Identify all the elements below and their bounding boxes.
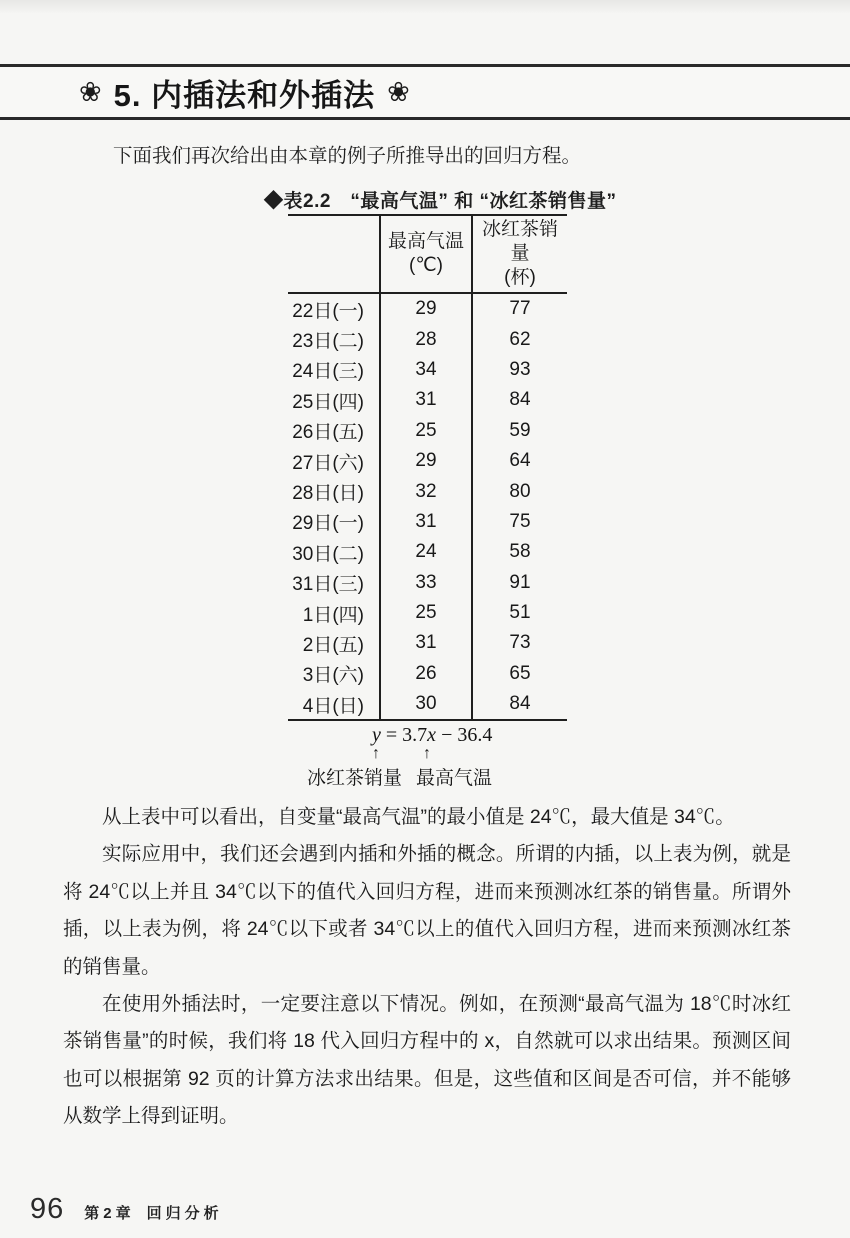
x-variable: x [427,724,437,746]
table-row [288,659,567,689]
date-cell: 22日(一) [292,300,364,322]
date-cell: 31日(三) [292,574,364,596]
table-row [288,598,567,628]
temp-cell: 34 [380,355,472,385]
date-cell: 27日(六) [292,452,364,474]
temp-cell: 25 [380,598,472,628]
temp-cell: 31 [380,628,472,658]
section-header [0,64,850,120]
col-header-temp [380,215,472,293]
col-header-sales-label: 冰红茶销量 [481,219,558,264]
temp-cell: 28 [380,324,472,354]
footer-chapter-label: 第2章 [84,1205,135,1222]
temp-cell: 29 [380,293,472,324]
table-row [288,568,567,598]
col-header-temp-unit: (℃) [409,255,443,276]
sales-cell: 93 [472,355,567,385]
date-cell: 4日(日) [302,695,364,717]
date-cell: 24日(三) [292,361,364,383]
section-header-inner [79,70,410,115]
temp-cell: 31 [380,385,472,415]
intro-paragraph: 下面我们再次给出由本章的例子所推导出的回归方程。 [113,145,582,167]
sales-cell: 91 [472,568,567,598]
date-cell: 25日(四) [292,391,364,413]
sales-cell: 64 [472,446,567,476]
corner-cell [288,215,380,293]
body-text [63,799,791,1136]
table-row [288,293,567,324]
flower-icon: ❀ [79,76,102,107]
equation-tail: − 36.4 [436,724,493,746]
date-cell: 26日(五) [292,422,364,444]
sales-cell: 62 [472,324,567,354]
flower-icon: ❀ [387,76,410,107]
section-title: 5. 内插法和外插法 [113,77,376,113]
temp-cell: 30 [380,689,472,720]
col-header-sales-unit: (杯) [504,267,536,288]
col-header-temp-label: 最高气温 [387,231,464,252]
date-cell: 28日(日) [292,483,364,505]
temp-cell: 31 [380,507,472,537]
paragraph: 从上表中可以看出，自变量“最高气温”的最小值是 24℃，最大值是 34℃。 [102,806,735,828]
table-row [288,628,567,658]
footer-section-label: 回归分析 [146,1205,223,1222]
sales-cell: 51 [472,598,567,628]
y-arrow-label: 冰红茶销量 [307,768,403,789]
temp-cell: 25 [380,416,472,446]
temp-cell: 32 [380,476,472,506]
page-footer [30,1193,223,1226]
sales-cell: 58 [472,537,567,567]
sales-cell: 84 [472,689,567,720]
table-row [288,507,567,537]
date-cell: 2日(五) [302,634,364,656]
table-body [288,293,567,720]
equation-mid: = 3.7 [380,724,428,746]
table-caption: ◆表2.2 “最高气温” 和 “冰红茶销售量” [264,191,617,212]
temp-cell: 29 [380,446,472,476]
col-header-sales [472,215,567,293]
y-variable: y [372,724,381,746]
temp-cell: 26 [380,659,472,689]
date-cell: 3日(六) [302,665,364,687]
date-cell: 30日(二) [292,543,364,565]
table-header [288,215,567,293]
date-cell: 29日(一) [292,513,364,535]
date-cell: 23日(二) [292,331,364,353]
sales-cell: 77 [472,293,567,324]
page-number: 96 [30,1193,65,1225]
table-row [288,416,567,446]
table-row [288,324,567,354]
sales-cell: 65 [472,659,567,689]
date-cell: 1日(四) [302,604,364,626]
temp-cell: 33 [380,568,472,598]
table-row [288,355,567,385]
sales-cell: 73 [472,628,567,658]
regression-equation [372,724,492,747]
table-row [288,689,567,720]
temp-cell: 24 [380,537,472,567]
paragraph: 实际应用中，我们还会遇到内插和外插的概念。所谓的内插，以上表为例，就是将 24℃以上并且 34℃以下的值代入回归方程，进而来预测冰红茶的销售量。所谓外插，以上表为例，将 24℃以下或者 34℃以上的值代入回归方程，进而来预测冰红茶的销售量。 [63,843,791,978]
sales-cell: 75 [472,507,567,537]
sales-cell: 80 [472,476,567,506]
sales-cell: 84 [472,385,567,415]
table-row [288,537,567,567]
x-arrow-label: 最高气温 [416,768,493,789]
table-header-row [288,215,567,293]
table-row [288,476,567,506]
sales-cell: 59 [472,416,567,446]
weather-sales-table [288,214,567,721]
table-row [288,385,567,415]
table-row [288,446,567,476]
paragraph: 在使用外插法时，一定要注意以下情况。例如，在预测“最高气温为 18℃时冰红茶销售量”的时候，我们将 18 代入回归方程中的 x，自然就可以求出结果。预测区间也可以根据第 92 页的计算方法求出结果。但是，这些值和区间是否可信，并不能够从数学上得到证明。 [63,993,791,1128]
up-arrow-icon: ↑ [423,745,431,762]
up-arrow-icon: ↑ [372,745,380,762]
